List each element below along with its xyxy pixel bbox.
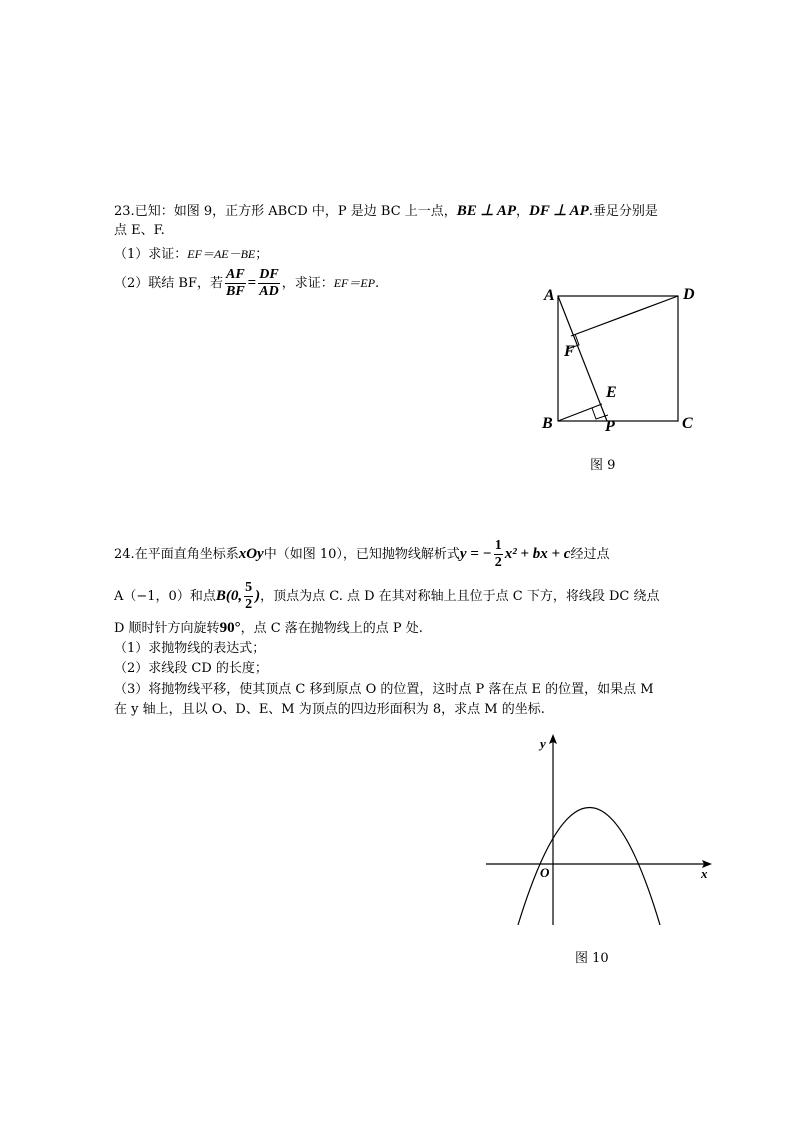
q23-part2-end: . [375,276,380,291]
label-p: P [605,418,615,435]
figure-9 [530,280,710,440]
fraction-numerator: 1 [494,538,502,553]
figure-10 [480,730,720,930]
fraction-one-half [494,538,503,571]
q23-text-2: .垂足分别是 [588,204,658,219]
q24-xoy: xOy [238,546,264,562]
fraction-numerator: AF [225,267,245,282]
q24-part3-line1: （3）将抛物线平移，使其顶点 C 移到原点 O 的位置，这时点 P 落在点 E 的位置，如果点 M [114,682,654,697]
fraction-denominator: AD [259,284,279,299]
equals-sign: = [247,275,257,291]
figure-10-caption: 图 10 [575,951,609,966]
q24-part1: （1）求抛物线的表达式； [114,641,266,656]
fraction-denominator: 2 [245,597,253,612]
point-b-close: ) [255,588,261,604]
fraction-df-ad [258,267,279,300]
x-axis-label: x [701,866,708,881]
fraction-numerator: DF [259,267,279,282]
label-c: C [682,415,693,432]
q23-part1-expr: EF＝AE－BE [187,247,256,261]
q24-number: 24. [114,547,135,562]
q23-part2-expr: EF＝EP [333,276,376,290]
square-abcd [558,296,678,421]
q24-point-a: A（−1，0）和点 [114,589,216,604]
parabola-eq-rhs: x² + bx + c [504,546,571,562]
q23-part2-mid: ，求证： [281,276,334,291]
y-axis-label: y [540,736,546,751]
fraction-denominator: BF [225,284,245,299]
fraction-denominator: 2 [494,555,502,570]
q24-line1 [114,532,609,577]
figure-10-caption-clip [560,948,620,966]
q23-part1-end: ； [255,247,269,262]
q24-text-4: ，顶点为点 C. 点 D 在其对称轴上且位于点 C 下方，将线段 DC 绕点 [260,589,660,604]
q23-separator: ， [515,204,529,219]
q23-line1 [114,202,658,221]
q24-text-6: ，点 C 落在抛物线上的点 P 处. [240,621,423,636]
q24-line3 [114,619,423,638]
fraction-numerator: 5 [245,580,253,595]
q23-line2: 点 E、F. [114,223,165,238]
label-e: E [606,384,617,401]
q24-text-1: 在平面直角坐标系 [134,547,239,562]
fraction-five-half [244,580,253,613]
q24-part3-line2: 在 y 轴上，且以 O、D、E、M 为顶点的四边形面积为 8，求点 M 的坐标. [114,702,545,717]
figure-9-caption: 图 9 [590,458,616,473]
q23-number: 23. [114,204,135,219]
label-b: B [542,415,553,432]
fraction-af-bf [225,267,246,300]
label-d: D [683,286,695,303]
q23-be-perp-ap: BE ⊥ AP [456,203,516,219]
q24-part2: （2）求线段 CD 的长度； [114,661,268,676]
q23-part1 [114,245,268,264]
parabola-eq-lhs: y = − [459,546,492,562]
label-f: F [564,343,575,360]
q24-line2 [114,574,660,619]
q23-df-perp-ap: DF ⊥ AP [529,203,589,219]
q24-text-2: 中（如图 10），已知抛物线解析式 [263,547,460,562]
origin-label: O [540,865,550,880]
q23-part2-label: （2）联结 BF，若 [114,276,223,291]
q24-text-3: 经过点 [570,547,610,562]
angle-90: 90° [219,620,241,636]
segment-df [571,296,678,336]
q23-part2 [114,264,379,303]
q23-text-1: 已知：如图 9，正方形 ABCD 中，P 是边 BC 上一点， [134,204,457,219]
q23-part1-label: （1）求证： [114,247,188,262]
label-a: A [544,287,555,304]
point-b-open: B(0, [215,588,243,604]
q24-text-5: D 顺时针方向旋转 [114,621,220,636]
